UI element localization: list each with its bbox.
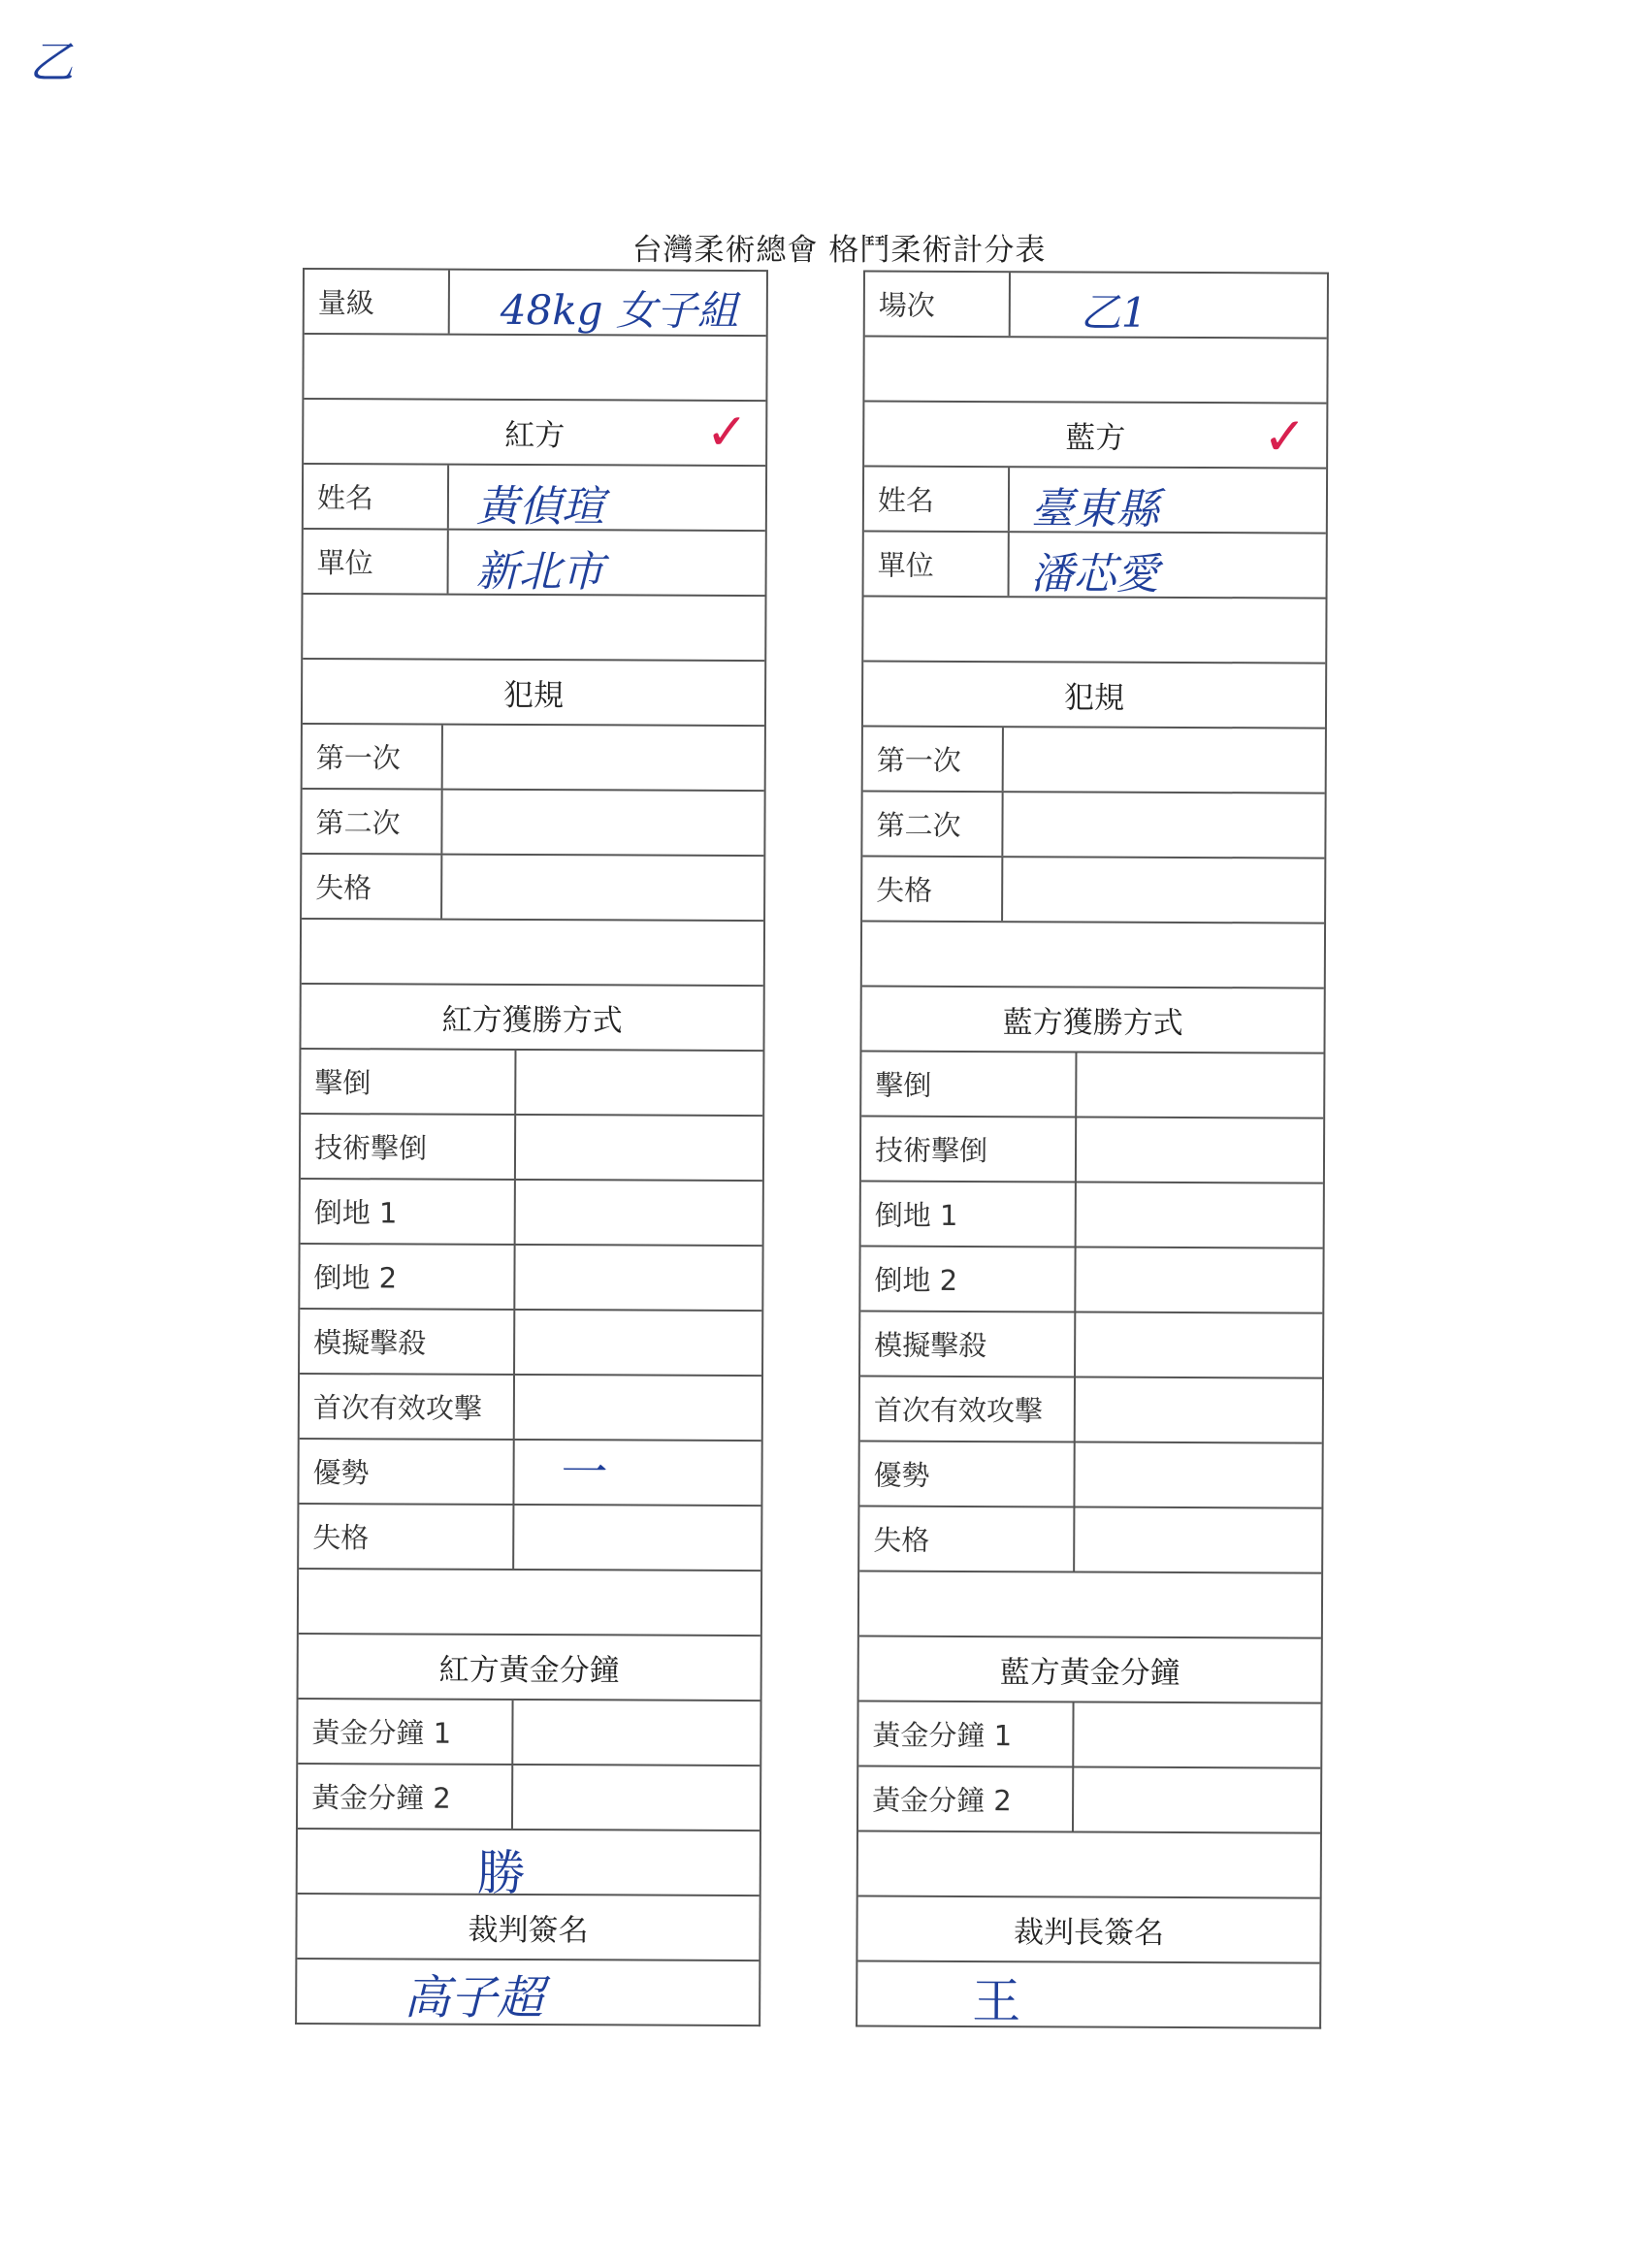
blue-golden-minute-label: 黃金分鐘 1 <box>858 1702 1074 1766</box>
red-win-method-row <box>300 1373 761 1440</box>
blue-foul-row <box>862 791 1324 858</box>
red-win-method-row <box>301 1048 762 1115</box>
red-unit-row <box>304 528 765 598</box>
red-win-method-field[interactable] <box>515 1311 761 1375</box>
red-win-method-label: 擊倒 <box>301 1050 516 1114</box>
blue-win-method-label: 倒地 2 <box>860 1247 1076 1312</box>
blue-win-method-field[interactable] <box>1076 1312 1322 1377</box>
blue-foul-field[interactable] <box>1004 728 1325 792</box>
red-foul-label: 失格 <box>302 855 442 919</box>
red-win-method-row <box>301 1178 762 1245</box>
red-foul-field[interactable] <box>442 856 763 920</box>
blue-golden-minute-row <box>858 1701 1320 1767</box>
blue-win-method-row <box>861 1181 1323 1247</box>
chief-referee-signature-header <box>857 1895 1319 1962</box>
red-foul-row <box>303 723 764 790</box>
blue-unit-row <box>864 531 1326 598</box>
red-foul-row <box>302 853 763 920</box>
blue-win-method-label: 技術擊倒 <box>861 1118 1077 1182</box>
blue-win-method-row <box>861 1051 1323 1118</box>
blue-win-method-field[interactable] <box>1076 1247 1322 1312</box>
red-win-method-label: 倒地 1 <box>301 1180 516 1244</box>
blue-win-method-row <box>860 1311 1322 1377</box>
red-golden-minute-label: 黃金分鐘 1 <box>298 1700 513 1764</box>
red-column <box>295 268 768 2026</box>
spacer-row <box>304 333 765 400</box>
referee-signature: 高子超 <box>404 1970 544 2026</box>
red-unit-label: 單位 <box>304 530 449 594</box>
blue-win-method-field[interactable] <box>1077 1183 1323 1247</box>
red-fouls-header <box>303 658 764 725</box>
red-check-icon: ✓ <box>705 403 749 463</box>
red-win-method-label: 模擬擊殺 <box>300 1310 515 1374</box>
red-win-method-field[interactable] <box>515 1246 761 1310</box>
chief-referee-signature-field[interactable] <box>857 1962 1319 2030</box>
blue-foul-row <box>862 856 1324 923</box>
red-win-method-field[interactable] <box>516 1181 762 1245</box>
blue-win-method-label: 首次有效攻擊 <box>860 1377 1076 1442</box>
red-side-header <box>304 398 765 465</box>
result-note: 勝 <box>476 1844 526 1902</box>
referee-signature-header <box>297 1893 759 1960</box>
red-win-method-title: 紅方獲勝方式 <box>441 1002 623 1039</box>
red-win-method-label: 技術擊倒 <box>301 1115 516 1179</box>
blue-check-icon: ✓ <box>1262 405 1308 468</box>
weight-class-field[interactable] <box>450 271 766 335</box>
blue-column <box>856 271 1329 2029</box>
red-win-method-row <box>300 1243 761 1310</box>
match-number-label: 場次 <box>865 273 1011 337</box>
red-win-method-field[interactable] <box>516 1051 762 1115</box>
blue-foul-field[interactable] <box>1003 858 1324 922</box>
weight-class-value: 48kg 女子組 <box>500 285 739 335</box>
red-win-method-label: 優勢 <box>299 1440 514 1504</box>
document-title: 台灣柔術總會 格鬥柔術計分表 <box>631 233 1047 268</box>
blue-golden-minute-row <box>858 1766 1320 1832</box>
corner-handwritten-mark: 乙 <box>29 36 74 88</box>
spacer-row <box>863 596 1325 663</box>
red-win-method-label: 失格 <box>299 1505 514 1569</box>
blue-foul-label: 第一次 <box>863 728 1004 792</box>
red-foul-field[interactable] <box>443 726 764 790</box>
score-form <box>295 268 1360 2033</box>
red-unit-field[interactable] <box>449 531 765 598</box>
referee-signature-title: 裁判簽名 <box>468 1912 589 1949</box>
blue-fouls-header <box>863 661 1325 728</box>
blue-foul-label: 第二次 <box>862 793 1003 857</box>
spacer-row <box>862 921 1324 988</box>
blue-golden-minute-title: 藍方黃金分鐘 <box>999 1655 1180 1691</box>
blue-golden-minute-field[interactable] <box>1074 1702 1320 1766</box>
match-number-value: 乙1 <box>1080 288 1148 337</box>
spacer-row <box>299 1568 760 1635</box>
blue-unit-label: 單位 <box>864 533 1010 597</box>
red-advantage-mark: 一 <box>561 1445 608 1501</box>
red-win-method-field[interactable] <box>514 1441 760 1505</box>
spacer-row <box>858 1831 1320 1897</box>
blue-win-method-field[interactable] <box>1077 1053 1323 1117</box>
blue-golden-minute-field[interactable] <box>1074 1767 1320 1831</box>
blue-foul-field[interactable] <box>1003 793 1324 857</box>
blue-win-method-field[interactable] <box>1076 1377 1322 1442</box>
red-golden-minute-header <box>299 1633 760 1700</box>
red-win-method-row <box>301 1113 762 1180</box>
red-win-method-label: 倒地 2 <box>300 1245 515 1309</box>
red-name-label: 姓名 <box>304 465 449 529</box>
spacer-row <box>859 1571 1321 1637</box>
blue-fouls-title: 犯規 <box>1063 680 1125 716</box>
blue-side-header <box>864 401 1326 468</box>
red-win-method-row <box>299 1503 760 1570</box>
match-number-row <box>865 271 1327 338</box>
blue-win-method-row <box>859 1506 1321 1572</box>
red-win-method-field[interactable] <box>516 1116 762 1180</box>
blue-win-method-label: 模擬擊殺 <box>860 1312 1076 1377</box>
spacer-row <box>302 918 763 985</box>
blue-win-method-label: 優勢 <box>859 1442 1075 1507</box>
blue-win-method-row <box>860 1376 1322 1442</box>
chief-referee-signature-title: 裁判長簽名 <box>1013 1915 1165 1951</box>
blue-win-method-field[interactable] <box>1075 1507 1321 1571</box>
blue-unit-field[interactable] <box>1010 533 1326 597</box>
blue-win-method-row <box>860 1246 1322 1312</box>
weight-class-label: 量級 <box>305 270 450 334</box>
referee-signature-field[interactable] <box>297 1960 759 2025</box>
blue-win-method-field[interactable] <box>1075 1442 1321 1507</box>
result-note-row <box>298 1828 760 1902</box>
red-win-method-row <box>300 1308 761 1375</box>
blue-win-method-field[interactable] <box>1077 1118 1323 1182</box>
blue-side-title: 藍方 <box>1065 420 1126 456</box>
blue-win-method-label: 失格 <box>859 1507 1075 1571</box>
blue-name-value: 臺東縣 <box>1030 484 1160 535</box>
blue-golden-minute-header <box>859 1636 1321 1702</box>
red-foul-row <box>302 788 763 855</box>
spacer-row <box>303 593 764 660</box>
red-golden-minute-label: 黃金分鐘 2 <box>298 1765 513 1829</box>
red-golden-minute-field[interactable] <box>513 1701 760 1765</box>
red-win-method-field[interactable] <box>515 1376 761 1440</box>
match-number-field[interactable] <box>1011 273 1327 337</box>
spacer-row <box>864 336 1326 403</box>
red-name-field[interactable] <box>449 466 765 533</box>
red-side-title: 紅方 <box>504 417 566 454</box>
red-unit-value: 新北市 <box>475 546 604 598</box>
red-golden-minute-title: 紅方黃金分鐘 <box>438 1652 620 1689</box>
blue-foul-row <box>863 726 1325 793</box>
red-golden-minute-row <box>298 1763 760 1830</box>
blue-win-method-label: 擊倒 <box>861 1053 1077 1117</box>
blue-win-method-label: 倒地 1 <box>861 1183 1077 1247</box>
red-name-row <box>304 463 765 533</box>
blue-win-method-row <box>861 1116 1323 1183</box>
blue-win-method-row <box>859 1441 1321 1507</box>
red-win-method-header <box>301 983 762 1050</box>
blue-win-method-title: 藍方獲勝方式 <box>1002 1005 1183 1041</box>
blue-name-field[interactable] <box>1010 468 1326 535</box>
red-win-method-label: 首次有效攻擊 <box>300 1375 515 1439</box>
blue-name-row <box>864 466 1326 533</box>
blue-golden-minute-label: 黃金分鐘 2 <box>858 1767 1074 1831</box>
red-golden-minute-row <box>298 1698 760 1765</box>
red-name-value: 黃偵瑄 <box>475 481 605 533</box>
red-foul-label: 第一次 <box>303 725 443 789</box>
blue-foul-label: 失格 <box>862 858 1003 922</box>
referee-signature-row <box>297 1958 759 2025</box>
red-golden-minute-field[interactable] <box>513 1766 760 1830</box>
chief-referee-signature-row <box>857 1960 1319 2030</box>
weight-class-row <box>305 268 766 335</box>
red-foul-field[interactable] <box>442 791 763 855</box>
blue-unit-value: 潘芯愛 <box>1030 549 1159 599</box>
red-foul-label: 第二次 <box>302 790 442 854</box>
red-win-method-row <box>299 1438 760 1505</box>
red-win-method-field[interactable] <box>514 1506 760 1570</box>
red-fouls-title: 犯規 <box>502 677 565 714</box>
chief-referee-signature: 王 <box>972 1973 1021 2030</box>
blue-name-label: 姓名 <box>864 468 1010 532</box>
blue-win-method-header <box>861 986 1323 1053</box>
